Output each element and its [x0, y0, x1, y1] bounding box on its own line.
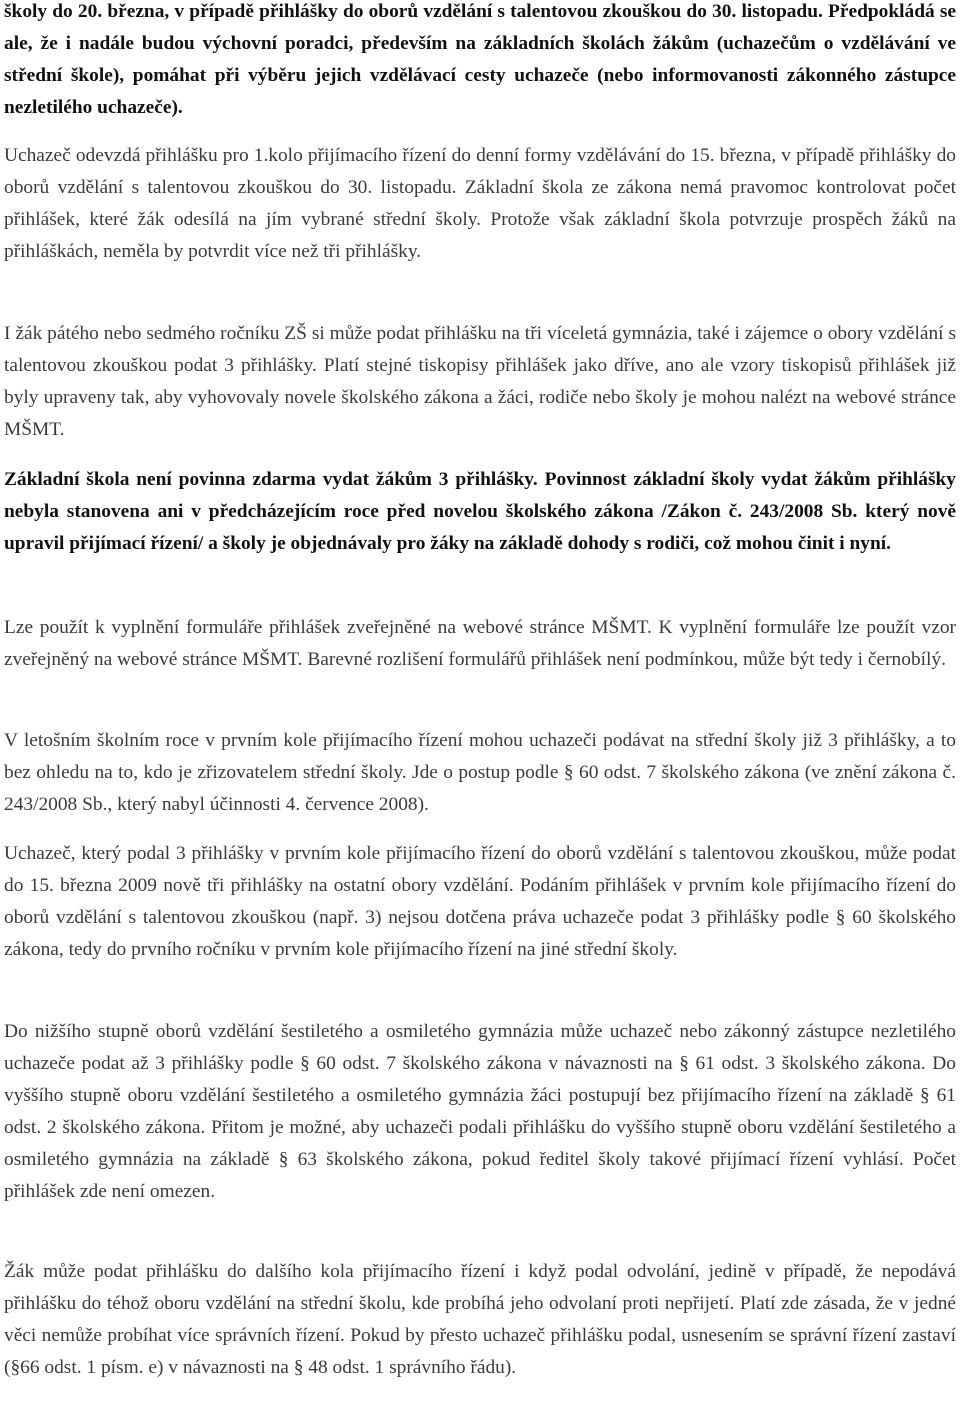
paragraph-talent-exam: Uchazeč, který podal 3 přihlášky v prvním kole přijímacího řízení do oborů vzdělání s talentovou zkouškou, může podat do 15. března 2009 nově tři přihlášky na ostatní obory vzdělání. Podáním přihlášek v prvním kole přijímacího řízení do oborů vzdělání s talentovou zkouškou (např. 3) nejsou dotčena práva uchazeče podat 3 přihlášky podle § 60 školského zákona, tedy do prvního ročníku v prvním kole přijímacího řízení na jiné střední školy. — [4, 843, 956, 960]
paragraph-application-deadlines-advisors: školy do 20. března, v případě přihlášky do oborů vzdělání s talentovou zkouškou do 30. listopadu. Předpokládá se ale, že i nadále budou výchovní poradci, především na základních školách žákům (uchazečům o vzdělávání ve střední škole), pomáhat při výběru jejich vzdělávací cesty uchazeče (nebo informovanosti zákonného zástupce nezletilého uchazeče). — [4, 1, 956, 118]
paragraph-submission-deadline: Uchazeč odevzdá přihlášku pro 1.kolo přijímacího řízení do denní formy vzdělávání do 15. března, v případě přihlášky do oborů vzdělání s talentovou zkouškou do 30. listopadu. Základní škola ze zákona nemá pravomoc kontrolovat počet přihlášek, které žák odesílá na jím vybrané střední školy. Protože však základní škola potvrzuje prospěch žáků na přihláškách, neměla by potvrdit více než tři přihlášky. — [4, 145, 956, 262]
paragraph-school-not-obliged: Základní škola není povinna zdarma vydat žákům 3 přihlášky. Povinnost základní školy vydat žákům přihlášky nebyla stanovena ani v předcházejícím roce před novelou školského zákona /Zákon č. 243/2008 Sb. který nově upravil přijímací řízení/ a školy je objednávaly pro žáky na základě dohody s rodiči, což mohou činit i nyní. — [4, 469, 956, 554]
paragraph-gymnasium-applications: I žák pátého nebo sedmého ročníku ZŠ si může podat přihlášku na tři víceletá gymnázia, také i zájemce o obory vzdělání s talentovou zkouškou podat 3 přihlášky. Platí stejné tiskopisy přihlášek jako dříve, ano ale vzory tiskopisů přihlášek již byly upraveny tak, aby vyhovovaly novele školského zákona a žáci, rodiče nebo školy je mohou nalézt na webové stránce MŠMT. — [4, 323, 956, 440]
paragraph-forms-usage: Lze použít k vyplnění formuláře přihlášek zveřejněné na webové stránce MŠMT. K vyplnění formuláře lze použít vzor zveřejněný na webové stránce MŠMT. Barevné rozlišení formulářů přihlášek není podmínkou, může být tedy i černobílý. — [4, 617, 956, 670]
paragraph-gymnasium-levels: Do nižšího stupně oborů vzdělání šestiletého a osmiletého gymnázia může uchazeč nebo zákonný zástupce nezletilého uchazeče podat až 3 přihlášky podle § 60 odst. 7 školského zákona v návaznosti na § 61 odst. 3 školského zákona. Do vyššího stupně oboru vzdělání šestiletého a osmiletého gymnázia žáci postupují bez přijímacího řízení na základě § 61 odst. 2 školského zákona. Přitom je možné, aby uchazeči podali přihlášku do vyššího stupně oboru vzdělání šestiletého a osmiletého gymnázia na základě § 63 školského zákona, pokud ředitel školy takové přijímací řízení vyhlásí. Počet přihlášek zde není omezen. — [4, 1021, 956, 1202]
paragraph-appeal-next-round: Žák může podat přihlášku do dalšího kola přijímacího řízení i když podal odvolání, jedině v případě, že nepodává přihlášku do téhož oboru vzdělání na střední školu, kde probíhá jeho odvolaní proti nepřijetí. Platí zde zásada, že v jedné věci nemůže probíhat více správních řízení. Pokud by přesto uchazeč přihlášku podal, usnesením se správní řízení zastaví (§66 odst. 1 písm. e) v návaznosti na § 48 odst. 1 správního řádu). — [4, 1261, 956, 1378]
paragraph-three-applications: V letošním školním roce v prvním kole přijímacího řízení mohou uchazeči podávat na střední školy již 3 přihlášky, a to bez ohledu na to, kdo je zřizovatelem střední školy. Jde o postup podle § 60 odst. 7 školského zákona (ve znění zákona č. 243/2008 Sb., který nabyl účinnosti 4. července 2008). — [4, 730, 956, 815]
